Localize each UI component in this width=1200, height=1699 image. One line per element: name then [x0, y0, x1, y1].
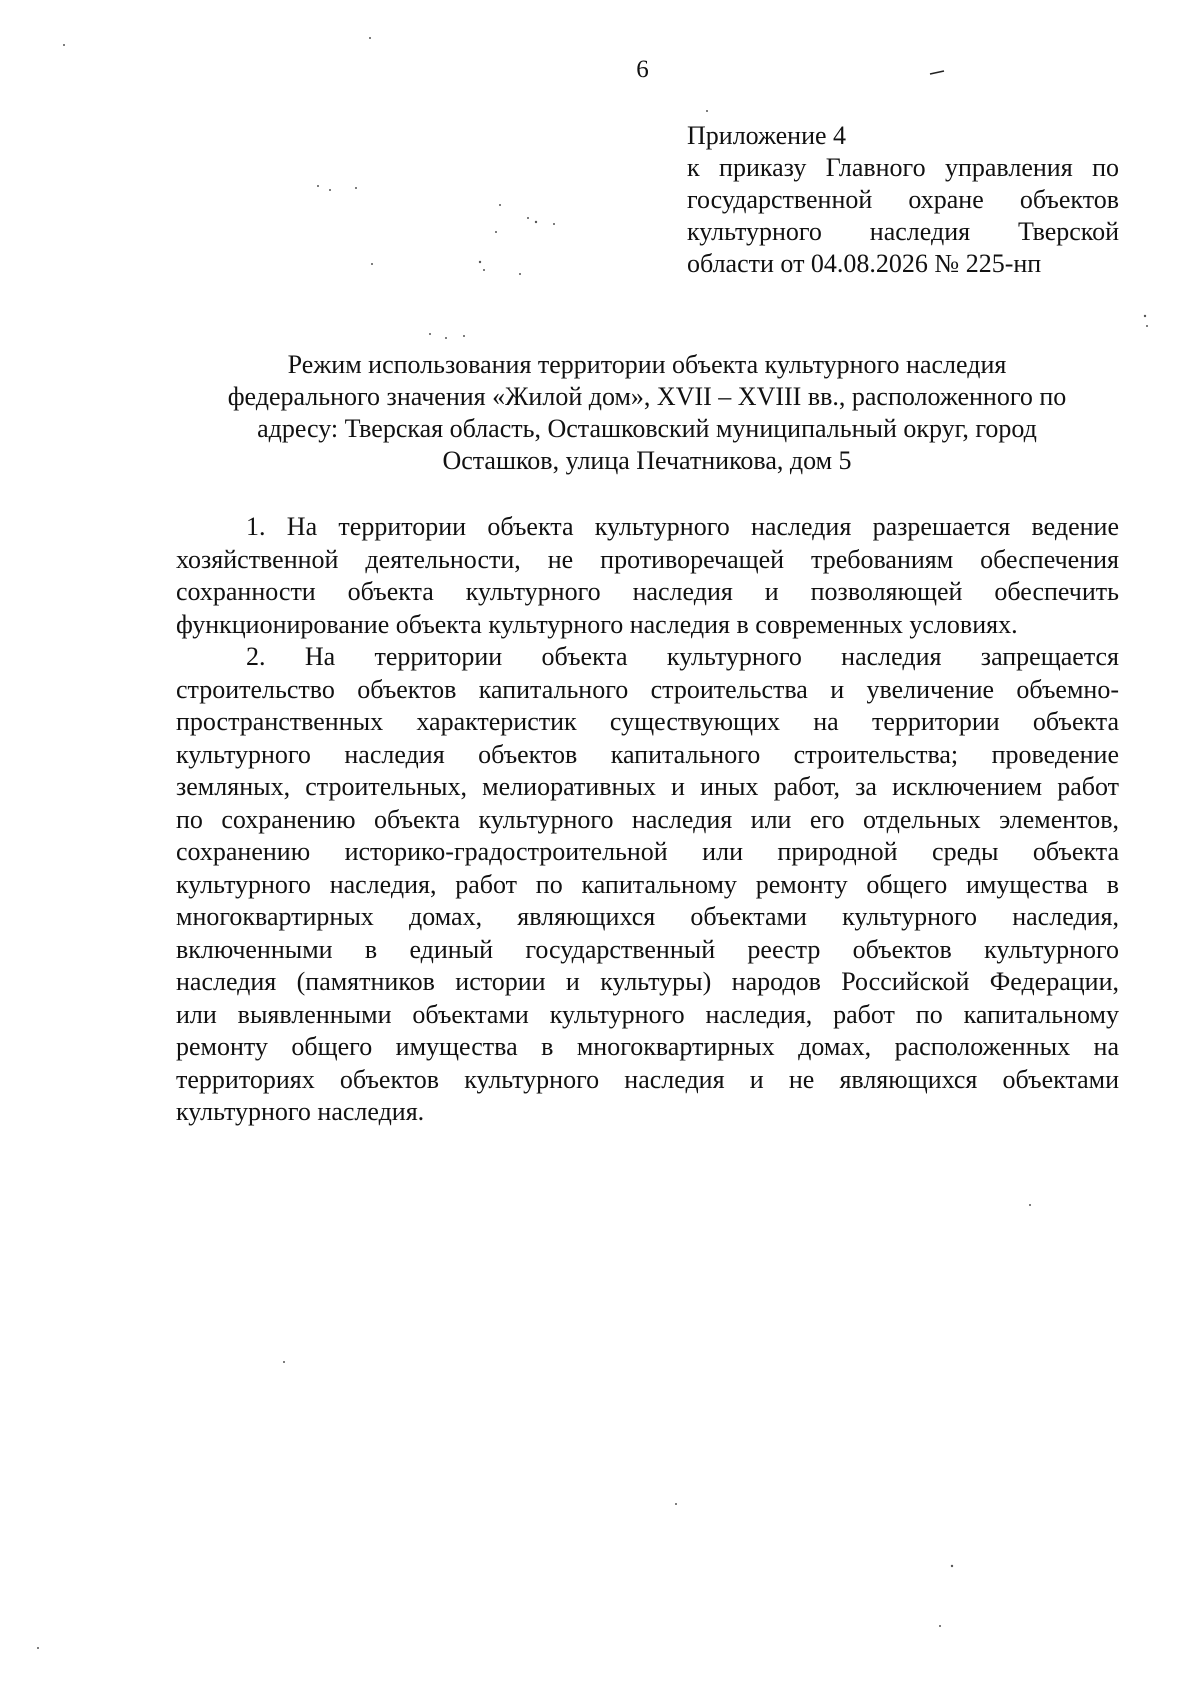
appendix-title: Приложение 4: [687, 121, 847, 150]
appendix-line: культурного наследия Тверской: [687, 217, 1119, 246]
paragraph-line: наследия (памятников истории и культуры) народов Российской Федерации,: [176, 967, 1119, 996]
paragraph-line: ремонту общего имущества в многоквартирных домах, расположенных на: [176, 1032, 1119, 1061]
paragraph-line: культурного наследия объектов капитального строительства; проведение: [176, 739, 1119, 769]
paragraph-line: или выявленными объектами культурного наследия, работ по капитальному: [176, 999, 1119, 1029]
paragraph-line: пространственных характеристик существующих на территории объекта: [176, 707, 1119, 736]
appendix-line: области от 04.08.2026 № 225-нп: [687, 249, 1042, 278]
page-number: 6: [636, 56, 649, 83]
paragraph-line: земляных, строительных, мелиоративных и иных работ, за исключением работ: [176, 772, 1119, 801]
appendix-line: к приказу Главного управления по: [687, 153, 1119, 182]
title-line: Режим использования территории объекта культурного наследия: [287, 350, 1007, 379]
paragraph-1: [176, 511, 1119, 641]
body-text: [176, 511, 1119, 1129]
paragraph-line: строительство объектов капитального строительства и увеличение объемно-: [176, 674, 1119, 704]
paragraph-line: хозяйственной деятельности, не противоречащей требованиям обеспечения: [176, 544, 1119, 574]
paragraph-line: культурного наследия, работ по капитальному ремонту общего имущества в: [176, 869, 1119, 899]
paragraph-line: сохранению историко-градостроительной или природной среды объекта: [176, 837, 1119, 866]
document-title: [150, 349, 1144, 477]
paragraph-line: культурного наследия.: [176, 1097, 425, 1126]
paragraph-line: многоквартирных домах, являющихся объектами культурного наследия,: [176, 902, 1119, 931]
appendix-header: [687, 120, 1119, 280]
paragraph-line: по сохранению объекта культурного наследия или его отдельных элементов,: [176, 804, 1119, 834]
paragraph-line: 2. На территории объекта культурного наследия запрещается: [246, 642, 1119, 671]
appendix-line: государственной охране объектов: [687, 185, 1119, 214]
title-line: федерального значения «Жилой дом», XVII – XVIII вв., расположенного по: [227, 382, 1067, 411]
paragraph-2: [176, 641, 1119, 1129]
title-line: Осташков, улица Печатникова, дом 5: [442, 446, 852, 475]
paragraph-line: функционирование объекта культурного наследия в современных условиях.: [176, 609, 1018, 639]
paragraph-line: территориях объектов культурного наследия и не являющихся объектами: [176, 1064, 1119, 1094]
paragraph-line: включенными в единый государственный реестр объектов культурного: [176, 934, 1119, 964]
title-line: адресу: Тверская область, Осташковский муниципальный округ, город: [257, 414, 1037, 443]
paragraph-line: сохранности объекта культурного наследия и позволяющей обеспечить: [176, 577, 1119, 606]
paragraph-line: 1. На территории объекта культурного наследия разрешается ведение: [246, 512, 1119, 541]
